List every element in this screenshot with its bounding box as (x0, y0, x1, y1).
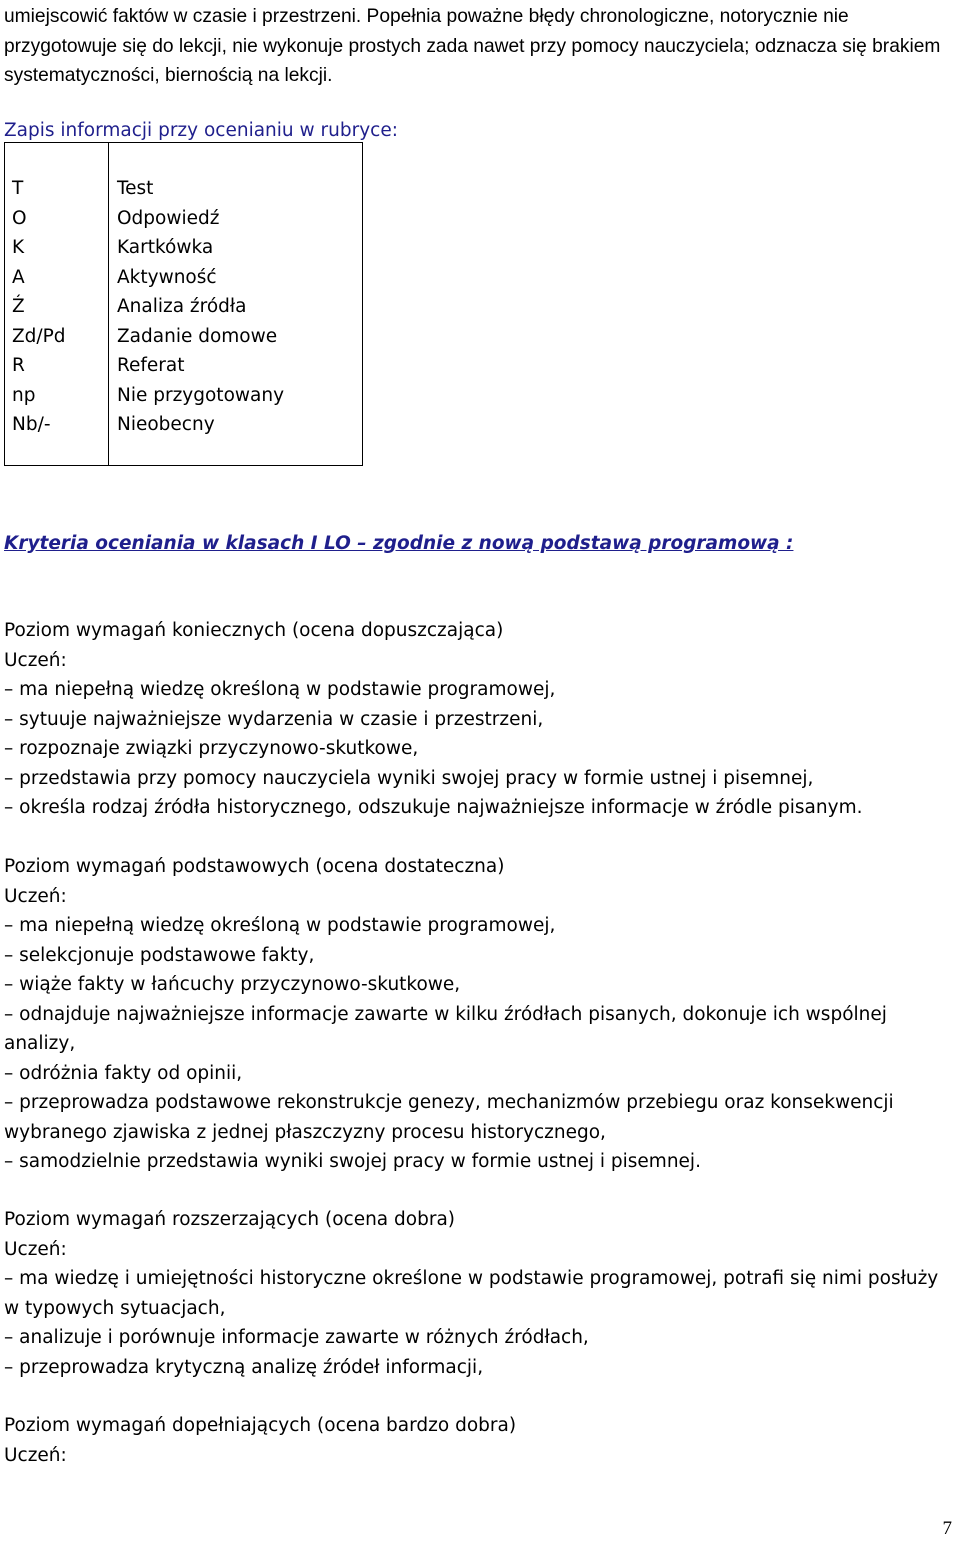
list-item: – analizuje i porównuje informacje zawarte w różnych źródłach, (4, 1327, 589, 1348)
legend-name: Nie przygotowany (117, 384, 285, 406)
legend-code: K (12, 237, 25, 258)
page-number: 7 (942, 1518, 952, 1539)
legend-table (4, 142, 363, 466)
legend-code: np (12, 384, 36, 406)
list-item: – odnajduje najważniejsze informacje zawarte w kilku źródłach pisanych, dokonuje ich wspólnej analizy, (4, 1003, 887, 1054)
level-section-dostateczna (4, 852, 954, 1177)
legend-code: A (12, 266, 25, 288)
level-title: Poziom wymagań podstawowych (ocena dostateczna) (4, 856, 505, 877)
level-title: Poziom wymagań koniecznych (ocena dopuszczająca) (4, 620, 504, 641)
intro-paragraph: umiejscowić faktów w czasie i przestrzeni. Popełnia poważne błędy chronologiczne, notorycznie nie przygotowuje się do lekcji, nie wykonuje prostych zada nawet przy pomocy nauczyciela; odznacza się brakiem systematyczności, biernością na lekcji. (4, 6, 941, 86)
legend-heading: Zapis informacji przy ocenianiu w rubryce: (4, 120, 398, 141)
legend-code: T (12, 178, 24, 199)
student-label: Uczeń: (4, 649, 67, 671)
legend-name: Zadanie domowe (117, 325, 278, 347)
legend-name: Referat (117, 355, 185, 376)
list-item: – przeprowadza krytyczną analizę źródeł informacji, (4, 1356, 484, 1378)
legend-code: Ź (12, 296, 25, 317)
legend-divider (108, 143, 109, 465)
legend-name: Odpowiedź (117, 207, 220, 229)
legend-code: Nb/- (12, 414, 51, 435)
list-item: – samodzielnie przedstawia wyniki swojej pracy w formie ustnej i pisemnej. (4, 1151, 701, 1172)
legend-names-column (117, 174, 284, 440)
student-label: Uczeń: (4, 885, 67, 907)
level-section-bardzo-dobra (4, 1411, 954, 1470)
legend-name: Nieobecny (117, 414, 215, 435)
legend-name: Aktywność (117, 266, 217, 288)
level-section-dopuszczajaca (4, 616, 954, 823)
list-item: – ma niepełną wiedzę określoną w podstawie programowej, (4, 915, 556, 936)
legend-name: Analiza źródła (117, 296, 247, 317)
level-section-dobra (4, 1205, 954, 1382)
student-label: Uczeń: (4, 1444, 67, 1466)
list-item: – określa rodzaj źródła historycznego, odszukuje najważniejsze informacje w źródle pisanym. (4, 797, 863, 818)
list-item: – wiąże fakty w łańcuchy przyczynowo-skutkowe, (4, 974, 461, 995)
legend-name: Test (117, 178, 154, 199)
level-title: Poziom wymagań dopełniających (ocena bardzo dobra) (4, 1415, 517, 1436)
list-item: – odróżnia fakty od opinii, (4, 1062, 243, 1084)
legend-code: Zd/Pd (12, 325, 66, 347)
list-item: – selekcjonuje podstawowe fakty, (4, 944, 315, 966)
list-item: – przedstawia przy pomocy nauczyciela wyniki swojej pracy w formie ustnej i pisemnej, (4, 767, 814, 789)
legend-name: Kartkówka (117, 237, 214, 258)
criteria-heading: Kryteria oceniania w klasach I LO – zgodnie z nową podstawą programową : (4, 533, 794, 554)
legend-codes-column (12, 174, 66, 440)
student-label: Uczeń: (4, 1238, 67, 1260)
list-item: – ma wiedzę i umiejętności historyczne określone w podstawie programowej, potrafi się nimi posłuży w typowych sytuacjach, (4, 1268, 939, 1319)
legend-code: O (12, 207, 27, 229)
level-title: Poziom wymagań rozszerzających (ocena dobra) (4, 1209, 455, 1230)
list-item: – przeprowadza podstawowe rekonstrukcje genezy, mechanizmów przebiegu oraz konsekwencji wybranego zjawiska z jednej płaszczyzny procesu historycznego, (4, 1092, 894, 1143)
list-item: – rozpoznaje związki przyczynowo-skutkowe, (4, 738, 419, 759)
list-item: – ma niepełną wiedzę określoną w podstawie programowej, (4, 679, 556, 700)
list-item: – sytuuje najważniejsze wydarzenia w czasie i przestrzeni, (4, 708, 544, 730)
legend-code: R (12, 355, 25, 376)
